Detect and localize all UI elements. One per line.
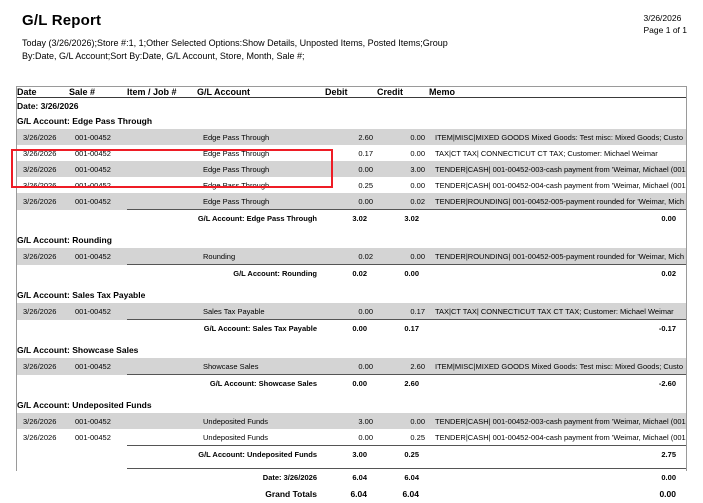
group-subtotal-row — [17, 375, 686, 392]
subtotal-spacer — [17, 265, 127, 282]
subtotal-label: G/L Account: Showcase Sales — [127, 375, 325, 392]
date-total-row — [17, 469, 686, 486]
grand-total-label: Grand Totals — [127, 485, 325, 503]
subtotal-net: 2.75 — [429, 446, 686, 463]
cell-item — [127, 429, 197, 446]
subtotal-debit: 0.00 — [325, 320, 377, 337]
cell-debit: 0.00 — [325, 303, 377, 320]
cell-date: 3/26/2026 — [17, 358, 69, 375]
cell-item — [127, 413, 197, 429]
subtotal-credit: 0.17 — [377, 320, 429, 337]
subtotal-debit: 0.00 — [325, 375, 377, 392]
subtotal-label: G/L Account: Rounding — [127, 265, 325, 282]
cell-item — [127, 193, 197, 210]
cell-sale: 001-00452 — [69, 129, 127, 145]
column-header-date: Date — [17, 87, 69, 98]
cell-memo: ITEM|MISC|MIXED GOODS Mixed Goods: Test misc: Mixed Goods; Custo — [429, 129, 686, 145]
cell-item — [127, 358, 197, 375]
date-total-label: Date: 3/26/2026 — [127, 469, 325, 486]
column-header-memo: Memo — [429, 87, 686, 98]
cell-memo: ITEM|MISC|MIXED GOODS Mixed Goods: Test misc: Mixed Goods; Custo — [429, 358, 686, 375]
report-criteria: Today (3/26/2026);Store #:1, 1;Other Selected Options:Show Details, Unposted Items, Posted Items;Group By:Date, G/L Account;Sort By:Date, G/L Account, Store, Month, Sale #; — [22, 37, 452, 63]
table-row — [17, 145, 686, 161]
account-group-heading-row — [17, 113, 686, 129]
report-date: 3/26/2026 — [644, 12, 687, 24]
cell-credit: 0.00 — [377, 177, 429, 193]
group-subtotal-row — [17, 320, 686, 337]
cell-memo: TENDER|CASH| 001-00452-004-cash payment from 'Weimar, Michael (001 — [429, 429, 686, 446]
cell-item — [127, 303, 197, 320]
cell-date: 3/26/2026 — [17, 429, 69, 446]
table-row — [17, 358, 686, 375]
cell-account: Edge Pass Through — [197, 161, 325, 177]
cell-sale: 001-00452 — [69, 358, 127, 375]
subtotal-label: G/L Account: Sales Tax Payable — [127, 320, 325, 337]
table-row — [17, 303, 686, 320]
cell-credit: 2.60 — [377, 358, 429, 375]
cell-item — [127, 248, 197, 265]
date-group-heading-row — [17, 98, 686, 114]
column-header-sale: Sale # — [69, 87, 127, 98]
table-row — [17, 193, 686, 210]
table-row — [17, 177, 686, 193]
subtotal-spacer — [17, 375, 127, 392]
page-title: G/L Report — [22, 12, 689, 29]
date-total-net: 0.00 — [429, 469, 686, 486]
cell-date: 3/26/2026 — [17, 248, 69, 265]
cell-account: Showcase Sales — [197, 358, 325, 375]
cell-credit: 0.00 — [377, 413, 429, 429]
subtotal-spacer — [17, 210, 127, 227]
subtotal-credit: 3.02 — [377, 210, 429, 227]
cell-date: 3/26/2026 — [17, 129, 69, 145]
cell-memo: TENDER|ROUNDING| 001-00452-005-payment rounded for 'Weimar, Mich — [429, 193, 686, 210]
account-group-heading: G/L Account: Sales Tax Payable — [17, 287, 686, 303]
column-header-credit: Credit — [377, 87, 429, 98]
column-header-item: Item / Job # — [127, 87, 197, 98]
cell-debit: 0.00 — [325, 161, 377, 177]
cell-account: Undeposited Funds — [197, 429, 325, 446]
cell-memo: TAX|CT TAX| CONNECTICUT CT TAX; Customer: Michael Weimar — [429, 145, 686, 161]
cell-debit: 0.25 — [325, 177, 377, 193]
account-group-heading: G/L Account: Rounding — [17, 232, 686, 248]
cell-sale: 001-00452 — [69, 193, 127, 210]
cell-memo: TAX|CT TAX| CONNECTICUT TAX CT TAX; Customer: Michael Weimar — [429, 303, 686, 320]
subtotal-label: G/L Account: Undeposited Funds — [127, 446, 325, 463]
subtotal-spacer — [17, 320, 127, 337]
subtotal-debit: 3.02 — [325, 210, 377, 227]
cell-credit: 0.25 — [377, 429, 429, 446]
cell-sale: 001-00452 — [69, 429, 127, 446]
cell-sale: 001-00452 — [69, 177, 127, 193]
subtotal-label: G/L Account: Edge Pass Through — [127, 210, 325, 227]
cell-item — [127, 161, 197, 177]
cell-debit: 3.00 — [325, 413, 377, 429]
subtotal-net: -2.60 — [429, 375, 686, 392]
cell-credit: 0.17 — [377, 303, 429, 320]
account-group-heading: G/L Account: Showcase Sales — [17, 342, 686, 358]
grand-total-debit: 6.04 — [325, 485, 377, 503]
cell-date: 3/26/2026 — [17, 177, 69, 193]
cell-item — [127, 177, 197, 193]
subtotal-credit: 0.00 — [377, 265, 429, 282]
cell-memo: TENDER|CASH| 001-00452-003-cash payment from 'Weimar, Michael (001 — [429, 413, 686, 429]
column-header-debit: Debit — [325, 87, 377, 98]
table-row — [17, 429, 686, 446]
cell-credit: 0.00 — [377, 248, 429, 265]
date-total-spacer — [17, 469, 127, 486]
cell-sale: 001-00452 — [69, 413, 127, 429]
cell-memo: TENDER|CASH| 001-00452-003-cash payment from 'Weimar, Michael (001 — [429, 161, 686, 177]
cell-memo: TENDER|ROUNDING| 001-00452-005-payment rounded for 'Weimar, Mich — [429, 248, 686, 265]
cell-date: 3/26/2026 — [17, 161, 69, 177]
cell-account: Edge Pass Through — [197, 129, 325, 145]
cell-debit: 0.02 — [325, 248, 377, 265]
cell-item — [127, 145, 197, 161]
date-total-credit: 6.04 — [377, 469, 429, 486]
cell-account: Sales Tax Payable — [197, 303, 325, 320]
group-subtotal-row — [17, 265, 686, 282]
cell-account: Edge Pass Through — [197, 177, 325, 193]
table-row — [17, 248, 686, 265]
account-group-heading-row — [17, 342, 686, 358]
cell-debit: 0.00 — [325, 193, 377, 210]
table-header-row — [17, 87, 686, 98]
table-row — [17, 129, 686, 145]
cell-date: 3/26/2026 — [17, 413, 69, 429]
grand-total-credit: 6.04 — [377, 485, 429, 503]
table-row — [17, 161, 686, 177]
cell-account: Rounding — [197, 248, 325, 265]
account-group-heading-row — [17, 287, 686, 303]
cell-date: 3/26/2026 — [17, 303, 69, 320]
gl-report-table — [17, 87, 686, 503]
cell-date: 3/26/2026 — [17, 193, 69, 210]
report-header-right — [644, 12, 687, 36]
cell-account: Edge Pass Through — [197, 145, 325, 161]
date-group-heading: Date: 3/26/2026 — [17, 98, 686, 114]
cell-debit: 0.00 — [325, 429, 377, 446]
cell-account: Edge Pass Through — [197, 193, 325, 210]
subtotal-net: -0.17 — [429, 320, 686, 337]
cell-account: Undeposited Funds — [197, 413, 325, 429]
cell-credit: 0.00 — [377, 145, 429, 161]
cell-memo: TENDER|CASH| 001-00452-004-cash payment from 'Weimar, Michael (001 — [429, 177, 686, 193]
subtotal-spacer — [17, 446, 127, 463]
account-group-heading: G/L Account: Undeposited Funds — [17, 397, 686, 413]
cell-debit: 0.17 — [325, 145, 377, 161]
report-header — [0, 0, 703, 63]
subtotal-credit: 2.60 — [377, 375, 429, 392]
subtotal-debit: 3.00 — [325, 446, 377, 463]
table-row — [17, 413, 686, 429]
cell-credit: 0.00 — [377, 129, 429, 145]
cell-sale: 001-00452 — [69, 303, 127, 320]
table-body — [17, 98, 686, 503]
cell-sale: 001-00452 — [69, 145, 127, 161]
page-number: Page 1 of 1 — [644, 24, 687, 36]
subtotal-credit: 0.25 — [377, 446, 429, 463]
date-total-debit: 6.04 — [325, 469, 377, 486]
account-group-heading-row — [17, 397, 686, 413]
subtotal-net: 0.00 — [429, 210, 686, 227]
cell-sale: 001-00452 — [69, 248, 127, 265]
cell-debit: 2.60 — [325, 129, 377, 145]
subtotal-net: 0.02 — [429, 265, 686, 282]
cell-credit: 3.00 — [377, 161, 429, 177]
cell-debit: 0.00 — [325, 358, 377, 375]
grand-total-row — [17, 485, 686, 503]
account-group-heading-row — [17, 232, 686, 248]
account-group-heading: G/L Account: Edge Pass Through — [17, 113, 686, 129]
grand-total-net: 0.00 — [429, 485, 686, 503]
subtotal-debit: 0.02 — [325, 265, 377, 282]
cell-sale: 001-00452 — [69, 161, 127, 177]
grand-total-spacer — [17, 485, 127, 503]
column-header-account: G/L Account — [197, 87, 325, 98]
group-subtotal-row — [17, 446, 686, 463]
group-subtotal-row — [17, 210, 686, 227]
cell-date: 3/26/2026 — [17, 145, 69, 161]
report-table-container — [16, 86, 687, 471]
cell-item — [127, 129, 197, 145]
cell-credit: 0.02 — [377, 193, 429, 210]
